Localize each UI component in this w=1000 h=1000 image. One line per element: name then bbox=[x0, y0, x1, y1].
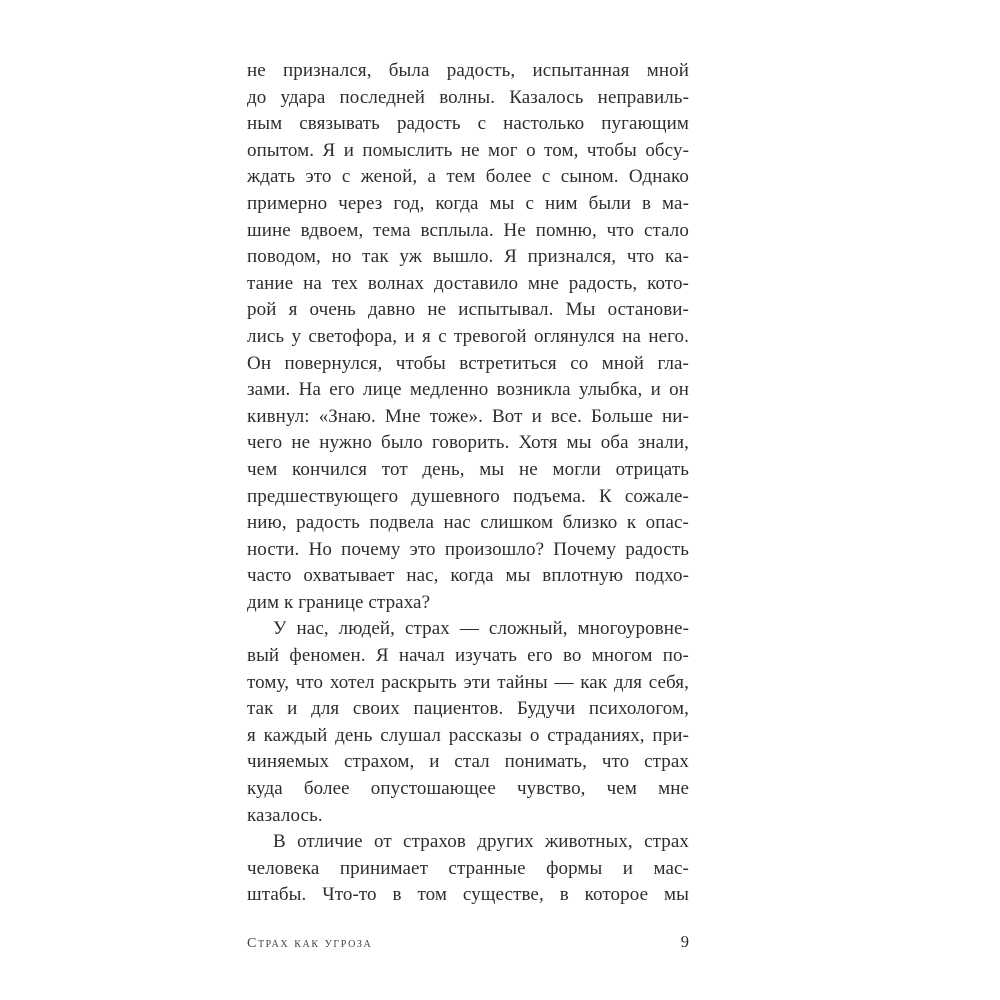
text-line: куда более опустошающее чувство, чем мне bbox=[247, 778, 689, 800]
text-line: ждать это с женой, а тем более с сыном. Однако bbox=[247, 166, 689, 188]
text-line: У нас, людей, страх — сложный, многоуровне- bbox=[273, 618, 689, 640]
text-line: предшествующего душевного подъема. К сожале- bbox=[247, 485, 689, 507]
text-line: вый феномен. Я начал изучать его во многом по- bbox=[247, 645, 689, 667]
text-line: часто охватывает нас, когда мы вплотную подхо- bbox=[247, 565, 689, 587]
text-line: дим к границе страха? bbox=[247, 591, 431, 613]
body-text bbox=[247, 58, 689, 909]
text-line: чего не нужно было говорить. Хотя мы оба знали, bbox=[247, 432, 689, 454]
page-footer bbox=[247, 932, 689, 952]
text-line: лись у светофора, и я с тревогой оглянулся на него. bbox=[247, 325, 689, 347]
text-line: ности. Но почему это произошло? Почему радость bbox=[247, 538, 689, 560]
text-line: поводом, но так уж вышло. Я признался, что ка- bbox=[247, 246, 689, 268]
text-line: человека принимает странные формы и мас- bbox=[247, 857, 689, 879]
running-title: Страх как угроза bbox=[247, 936, 373, 951]
text-line: опытом. Я и помыслить не мог о том, чтобы обсу- bbox=[247, 139, 689, 161]
text-line: чиняемых страхом, и стал понимать, что страх bbox=[247, 751, 689, 773]
text-line: В отличие от страхов других животных, страх bbox=[273, 831, 689, 853]
text-line: так и для своих пациентов. Будучи психологом, bbox=[247, 698, 689, 720]
text-line: тому, что хотел раскрыть эти тайны — как для себя, bbox=[247, 671, 689, 693]
text-line: не признался, была радость, испытанная мной bbox=[247, 60, 689, 81]
text-line: я каждый день слушал рассказы о страданиях, при- bbox=[247, 724, 689, 746]
text-line: до удара последней волны. Казалось неправиль- bbox=[247, 86, 689, 108]
page-number: 9 bbox=[680, 932, 689, 951]
text-line: нию, радость подвела нас слишком близко к опас- bbox=[247, 512, 689, 534]
text-line: ным связывать радость с настолько пугающим bbox=[247, 113, 689, 135]
text-line: чем кончился тот день, мы не могли отрицать bbox=[247, 458, 689, 480]
text-line: рой я очень давно не испытывал. Мы останови- bbox=[247, 299, 689, 321]
text-line: тание на тех волнах доставило мне радость, кото- bbox=[247, 272, 689, 294]
text-line: зами. На его лице медленно возникла улыбка, и он bbox=[247, 379, 689, 401]
text-line: примерно через год, когда мы с ним были в ма- bbox=[247, 192, 689, 214]
text-line: казалось. bbox=[247, 804, 323, 826]
text-line: кивнул: «Знаю. Мне тоже». Вот и все. Больше ни- bbox=[247, 405, 689, 427]
text-line: шине вдвоем, тема всплыла. Не помню, что стало bbox=[247, 219, 689, 241]
text-line: штабы. Что-то в том существе, в которое мы bbox=[247, 884, 689, 906]
text-line: Он повернулся, чтобы встретиться со мной гла- bbox=[247, 352, 689, 374]
